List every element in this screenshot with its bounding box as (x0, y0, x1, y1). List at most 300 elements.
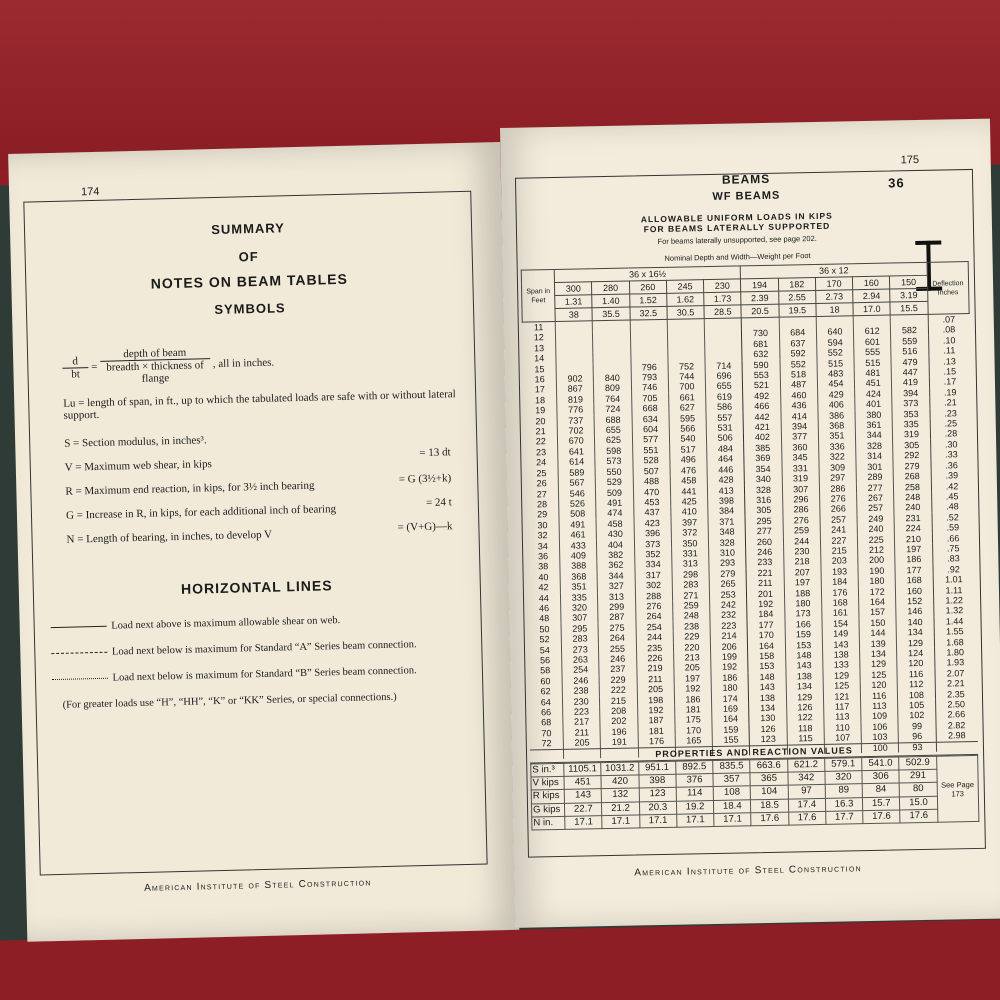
load-cell: 277 (746, 526, 783, 537)
load-cell: 310 (709, 547, 746, 558)
span-cell: 42 (538, 582, 549, 593)
page-number-right: 175 (900, 153, 920, 167)
property-value: 114 (676, 787, 713, 801)
load-cell: 437 (633, 507, 670, 518)
weights-cell: 150 (890, 275, 927, 289)
v-formula: = 13 dt (419, 446, 451, 460)
load-cell: 361 (855, 420, 892, 431)
load-cell: 260 (746, 536, 783, 547)
lu-cell: 17.0 (853, 302, 890, 316)
load-cell: 447 (892, 367, 929, 378)
load-cell: 276 (783, 515, 820, 526)
span-cell: 54 (539, 644, 550, 655)
deflection-cell: .17 (929, 376, 971, 387)
d-bt-den-text: breadth × thickness of flange (106, 359, 204, 385)
section-number: 36 (887, 175, 905, 191)
load-cell: 424 (855, 388, 892, 399)
load-cell: 640 (816, 327, 853, 338)
load-cell: 413 (708, 485, 745, 496)
property-label: R kips (531, 790, 564, 804)
page-number-left: 174 (80, 185, 100, 199)
g-definition: G = Increase in R, in kips, for each additional inch of bearing (65, 503, 337, 522)
load-cell: 612 (853, 326, 890, 337)
load-cell: 319 (893, 429, 930, 440)
load-cell: 153 (748, 661, 785, 672)
load-cell: 188 (784, 587, 821, 598)
load-cell: 684 (779, 327, 816, 338)
load-cell: 491 (596, 497, 633, 508)
load-cell: 446 (707, 464, 744, 475)
lu-definition: Lu = length of span, in ft., up to which the tabulated loads are safe with or without lateral support. (63, 388, 456, 422)
line-legend-solid (51, 612, 481, 634)
load-cell: 313 (672, 558, 709, 569)
span-cell: 46 (538, 603, 550, 614)
load-cell: 331 (782, 463, 819, 474)
load-cell: 225 (857, 534, 894, 545)
load-cell: 143 (749, 682, 786, 693)
load-cell: 764 (594, 393, 631, 404)
load-cell (630, 330, 667, 341)
deflection-cell: 2.35 (935, 689, 977, 700)
span-cell: 64 (540, 696, 551, 707)
left-page-frame (23, 191, 487, 876)
load-cell: 267 (857, 492, 894, 503)
load-cell: 254 (562, 665, 599, 676)
load-cell: 552 (817, 347, 854, 358)
span-cell: 34 (537, 540, 548, 551)
load-cell: 129 (823, 670, 860, 681)
load-cell: 487 (780, 379, 817, 390)
properties-table (530, 755, 979, 831)
line-legend-4: (For greater loads use “H”, “HH”, “K” or “KK” Series, or special connections.) (62, 691, 397, 711)
load-cell: 205 (563, 737, 600, 748)
deflection-cell: .52 (932, 512, 974, 523)
load-cell: 224 (895, 523, 932, 534)
load-cell: 328 (856, 440, 893, 451)
load-cell: 222 (600, 685, 637, 696)
load-cell: 184 (821, 576, 858, 587)
load-cell: 632 (742, 349, 779, 360)
load-cell: 186 (674, 694, 711, 705)
wf-beams-subtitle: WF BEAMS (712, 189, 781, 203)
load-cell: 902 (556, 373, 593, 384)
span-cell: 32 (537, 530, 548, 541)
deflection-cell: .19 (929, 387, 971, 398)
load-cell: 373 (634, 538, 671, 549)
load-cell: 259 (783, 525, 820, 536)
deflection-cell: 1.55 (934, 626, 976, 637)
load-cell: 220 (673, 642, 710, 653)
property-value: 15.0 (900, 796, 937, 810)
property-value: 17.1 (677, 813, 714, 827)
property-value: 502.9 (899, 756, 936, 770)
span-cell: 72 (541, 738, 552, 749)
load-cell: 241 (820, 524, 857, 535)
load-cell: 180 (858, 576, 895, 587)
load-cell: 192 (747, 599, 784, 610)
load-cell: 840 (594, 373, 631, 384)
load-cell: 344 (855, 430, 892, 441)
line-legend-3: Load next below is maximum for Standard “B” Series beam connection. (112, 665, 417, 684)
deflection-cell: .36 (931, 460, 973, 471)
load-cell: 305 (745, 505, 782, 516)
load-cell: 466 (743, 401, 780, 412)
deflection-cell: 2.98 (936, 730, 978, 741)
load-cell: 202 (600, 716, 637, 727)
load-cell: 180 (784, 598, 821, 609)
weights-cell: 260 (629, 280, 666, 294)
load-cell: 454 (817, 379, 854, 390)
load-cell (556, 352, 593, 363)
property-value: 17.1 (639, 814, 676, 828)
load-cell: 340 (745, 474, 782, 485)
load-cell: 173 (784, 608, 821, 619)
load-cell: 175 (675, 714, 712, 725)
load-cell: 559 (891, 336, 928, 347)
load-cell: 423 (634, 518, 671, 529)
load-cell: 592 (779, 348, 816, 359)
load-cell: 488 (633, 476, 670, 487)
load-cell: 266 (820, 504, 857, 515)
span-cell: 50 (539, 623, 550, 635)
load-cell: 134 (860, 648, 897, 659)
load-cell: 425 (670, 496, 707, 507)
span-cell: 44 (538, 592, 549, 603)
load-cell: 117 (823, 701, 860, 712)
load-cell: 159 (712, 724, 749, 735)
deflection-header: Deflection Inches (927, 262, 969, 315)
load-cell (556, 363, 593, 374)
load-cell: 226 (636, 653, 673, 664)
load-cell: 223 (710, 620, 747, 631)
load-cell: 246 (746, 547, 783, 558)
load-cell: 299 (598, 601, 635, 612)
load-cell: 229 (599, 674, 636, 685)
property-value: 15.7 (863, 797, 900, 811)
load-cell: 257 (857, 503, 894, 514)
span-cell: 14 (534, 353, 545, 364)
load-cell: 634 (632, 413, 669, 424)
deflection-cell: .23 (930, 408, 972, 419)
load-cell: 550 (595, 466, 632, 477)
load-cell: 419 (892, 377, 929, 388)
load-cell: 460 (780, 390, 817, 401)
dbt-cell: 1.40 (592, 294, 629, 308)
property-label: N in. (532, 816, 565, 830)
load-cell: 207 (784, 567, 821, 578)
property-value: 621.2 (787, 758, 824, 772)
load-cell (667, 319, 704, 331)
n-definition: N = Length of bearing, in inches, to develop V (66, 528, 273, 546)
load-cell: 619 (706, 391, 743, 402)
deflection-cell: 2.82 (936, 720, 978, 731)
load-cell: 317 (635, 570, 672, 581)
load-cell: 164 (748, 640, 785, 651)
deflection-cell: 1.44 (934, 616, 976, 627)
load-cell: 112 (898, 679, 935, 690)
load-cell (593, 320, 630, 332)
load-cell: 688 (594, 414, 631, 425)
beams-title: BEAMS (721, 171, 771, 187)
load-cell: 165 (675, 735, 712, 746)
load-cell: 316 (745, 495, 782, 506)
span-cell: 20 (535, 415, 546, 427)
load-cell: 176 (638, 736, 675, 747)
load-cell: 287 (598, 612, 635, 623)
load-cell: 404 (597, 539, 634, 550)
load-cell: 249 (857, 513, 894, 524)
load-cell: 154 (822, 618, 859, 629)
deflection-cell: 1.32 (933, 605, 975, 616)
load-cell: 153 (785, 640, 822, 651)
property-value: 835.5 (713, 760, 750, 774)
load-cell: 192 (711, 662, 748, 673)
weights-cell: 170 (815, 277, 852, 291)
load-cell: 221 (746, 567, 783, 578)
load-cell: 275 (598, 622, 635, 633)
deflection-cell: .92 (933, 564, 975, 575)
deflection-cell: 2.21 (935, 678, 977, 689)
load-cell: 351 (560, 581, 597, 592)
n-formula: = (V+G)—k (397, 520, 453, 534)
load-cell: 107 (824, 732, 861, 743)
load-cell: 296 (782, 494, 819, 505)
load-cell: 108 (898, 689, 935, 700)
load-cell: 394 (781, 421, 818, 432)
left-page (8, 142, 519, 942)
load-cell (556, 332, 593, 343)
load-cell: 103 (861, 732, 898, 743)
load-cell: 96 (899, 731, 936, 742)
load-heading-3: For beams laterally unsupported, see page 202. (657, 233, 817, 246)
load-cell: 129 (860, 659, 897, 670)
span-cell: 19 (535, 405, 546, 416)
load-cell: 327 (598, 581, 635, 592)
load-cell: 237 (599, 664, 636, 675)
load-cell: 552 (780, 359, 817, 370)
dbt-cell: 1.62 (667, 293, 704, 307)
load-cell: 402 (744, 432, 781, 443)
span-cell: 30 (537, 519, 548, 531)
weights-cell: 280 (592, 281, 629, 295)
dbt-cell: 3.19 (890, 288, 927, 302)
nominal-depth-label: Nominal Depth and Width—Weight per Foot (664, 251, 811, 263)
deflection-cell: .66 (932, 533, 974, 544)
properties-title: PROPERTIES AND REACTION VALUES (530, 741, 978, 764)
load-cell: 336 (818, 441, 855, 452)
load-cell (556, 342, 593, 353)
load-cell: 595 (669, 413, 706, 424)
load-cell: 121 (823, 691, 860, 702)
line-legend-2: Load next below is maximum for Standard “A” Series beam connection. (111, 639, 417, 658)
load-cell: 168 (896, 575, 933, 586)
load-cell: 150 (859, 617, 896, 628)
load-cell: 157 (859, 607, 896, 618)
load-cell: 273 (562, 644, 599, 655)
load-cell: 348 (708, 526, 745, 537)
weights-cell: 194 (741, 278, 778, 292)
load-cell: 211 (637, 674, 674, 685)
load-cell (704, 318, 741, 330)
dbt-cell: 1.52 (629, 293, 666, 307)
load-cell: 144 (859, 628, 896, 639)
load-cell: 451 (854, 378, 891, 389)
load-cell: 479 (891, 356, 928, 367)
property-value: 89 (825, 784, 862, 798)
load-cell: 248 (894, 492, 931, 503)
deflection-cell: .59 (932, 522, 974, 533)
load-cell: 517 (669, 444, 706, 455)
load-cell: 197 (784, 577, 821, 588)
load-cell: 283 (561, 633, 598, 644)
load-cell: 428 (707, 474, 744, 485)
load-cell: 263 (562, 654, 599, 665)
dbt-cell: 1.73 (704, 292, 741, 306)
load-cell (593, 362, 630, 373)
load-cell: 109 (861, 711, 898, 722)
load-cell: 143 (822, 639, 859, 650)
load-cell: 655 (595, 425, 632, 436)
load-cell: 714 (705, 360, 742, 371)
span-cell: 12 (533, 332, 544, 343)
d-bt-equals: = (90, 360, 98, 374)
load-cell: 302 (635, 580, 672, 591)
load-cell (630, 341, 667, 352)
load-cell: 213 (673, 652, 710, 663)
load-cell: 385 (744, 443, 781, 454)
dbt-cell: 2.94 (853, 289, 890, 303)
load-cell: 292 (893, 450, 930, 461)
weights-cell: 160 (853, 276, 890, 290)
load-cell (555, 321, 592, 333)
span-cell: 28 (536, 499, 548, 510)
load-cell: 396 (634, 528, 671, 539)
load-cell: 200 (858, 555, 895, 566)
load-cell: 276 (635, 601, 672, 612)
deflection-cell: .30 (930, 439, 972, 450)
deflection-cell: .28 (930, 428, 972, 439)
load-cell: 210 (895, 533, 932, 544)
span-cell: 18 (534, 395, 546, 406)
dotted-line-sample (52, 678, 108, 680)
load-cell: 100 (861, 742, 898, 753)
load-cell: 277 (856, 482, 893, 493)
load-cell: 526 (559, 498, 596, 509)
load-cell: 197 (674, 673, 711, 684)
property-value: 663.6 (750, 759, 787, 773)
property-value: 16.3 (825, 797, 862, 811)
load-cell: 867 (557, 384, 594, 395)
property-label: G kips (531, 803, 564, 817)
deflection-cell: 2.50 (935, 699, 977, 710)
load-cell: 129 (897, 637, 934, 648)
load-cell: 368 (818, 420, 855, 431)
load-cell: 481 (854, 368, 891, 379)
load-cell: 555 (854, 347, 891, 358)
load-cell: 264 (635, 611, 672, 622)
load-cell: 598 (595, 445, 632, 456)
load-cell: 627 (669, 402, 706, 413)
load-cell: 230 (783, 546, 820, 557)
span-cell: 48 (539, 613, 550, 624)
load-cell: 289 (856, 472, 893, 483)
deflection-cell: .48 (931, 501, 973, 512)
load-cell: 529 (596, 477, 633, 488)
group-header-36x12: 36 x 12 (741, 262, 927, 279)
load-cell (667, 340, 704, 351)
span-cell: 56 (539, 655, 551, 666)
load-cell: 436 (780, 400, 817, 411)
load-cell: 257 (820, 514, 857, 525)
load-cell: 567 (558, 477, 595, 488)
load-cell: 139 (859, 638, 896, 649)
load-cell: 442 (743, 411, 780, 422)
deflection-cell: .13 (929, 356, 971, 367)
load-cell: 746 (631, 382, 668, 393)
load-cell: 508 (559, 509, 596, 520)
load-cell: 297 (819, 472, 856, 483)
property-value: 20.3 (639, 801, 676, 815)
load-cell: 238 (673, 621, 710, 632)
lu-cell: 30.5 (667, 306, 704, 320)
load-cell (667, 330, 704, 341)
load-cell: 172 (858, 586, 895, 597)
property-value: 17.6 (900, 809, 937, 823)
deflection-cell: .21 (929, 397, 971, 408)
load-cell: 793 (631, 372, 668, 383)
load-cell: 125 (823, 680, 860, 691)
load-cell: 205 (637, 684, 674, 695)
load-cell: 551 (632, 445, 669, 456)
deflection-cell: .08 (928, 324, 970, 335)
load-cell: 197 (895, 544, 932, 555)
load-cell: 397 (671, 517, 708, 528)
load-cell: 223 (563, 706, 600, 717)
load-cell: 124 (897, 648, 934, 659)
load-cell: 429 (817, 389, 854, 400)
load-cell: 99 (898, 721, 935, 732)
load-cell: 594 (816, 337, 853, 348)
deflection-cell: .75 (932, 543, 974, 554)
load-cell: 464 (707, 454, 744, 465)
load-cell (593, 331, 630, 342)
d-bt-tail: , all in inches. (212, 356, 275, 371)
load-cell: 170 (675, 725, 712, 736)
property-value: 17.6 (863, 810, 900, 824)
span-cell: 24 (536, 457, 547, 468)
property-value: 80 (900, 783, 937, 797)
load-cell: 191 (601, 737, 638, 748)
load-cell: 352 (634, 549, 671, 560)
load-cell: 521 (743, 380, 780, 391)
load-cell: 509 (596, 487, 633, 498)
load-cell: 345 (781, 452, 818, 463)
property-value: 342 (788, 772, 825, 786)
load-cell: 212 (858, 544, 895, 555)
load-cell: 160 (896, 585, 933, 596)
load-cell: 205 (674, 662, 711, 673)
load-cell: 335 (561, 592, 598, 603)
load-cell: 155 (712, 735, 749, 746)
load-cell: 301 (856, 461, 893, 472)
load-cell: 259 (672, 600, 709, 611)
load-cell: 253 (710, 589, 747, 600)
dbt-cell: 2.39 (741, 291, 778, 305)
load-cell: 372 (671, 527, 708, 538)
load-cell: 483 (817, 368, 854, 379)
property-value: 306 (862, 770, 899, 784)
load-cell: 176 (821, 587, 858, 598)
